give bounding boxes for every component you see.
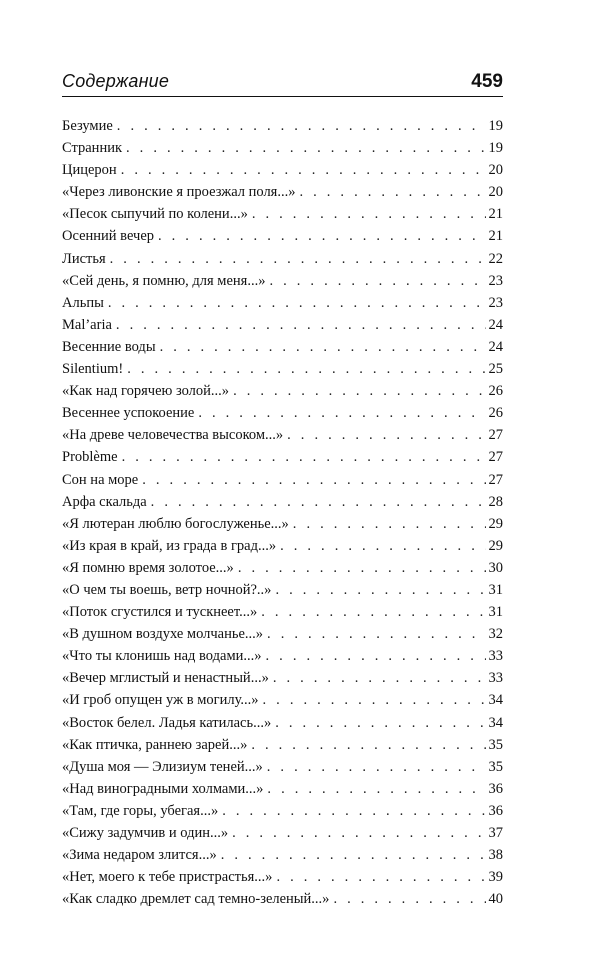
dot-leader bbox=[261, 601, 485, 623]
dot-leader bbox=[198, 402, 485, 424]
toc-entry-page: 31 bbox=[488, 581, 503, 598]
toc-entry-page: 22 bbox=[488, 250, 503, 267]
toc-entry-page: 20 bbox=[488, 162, 503, 179]
toc-entry-page: 33 bbox=[488, 648, 503, 665]
toc-entry bbox=[62, 712, 503, 734]
toc-entry-title: «Песок сыпучий по колени...» bbox=[62, 206, 248, 223]
toc-entry-page: 24 bbox=[488, 316, 503, 333]
toc-entry-page: 28 bbox=[488, 493, 503, 510]
page-number: 459 bbox=[471, 71, 503, 92]
toc-entry-page: 34 bbox=[488, 692, 503, 709]
toc-entry-title: Арфа скальда bbox=[62, 493, 147, 510]
dot-leader bbox=[126, 137, 485, 159]
toc-entry-page: 39 bbox=[488, 869, 503, 886]
toc-entry bbox=[62, 159, 503, 181]
toc-entry-page: 32 bbox=[488, 626, 503, 643]
dot-leader bbox=[151, 491, 486, 513]
toc-entry-page: 31 bbox=[488, 604, 503, 621]
toc-entry-title: «Восток белел. Ладья катилась...» bbox=[62, 714, 272, 731]
toc-entry-title: «Сижу задумчив и один...» bbox=[62, 825, 229, 841]
toc-entry-title: Цицерон bbox=[62, 162, 117, 179]
toc-entry-page: 21 bbox=[488, 206, 503, 223]
toc-entry bbox=[62, 115, 503, 137]
toc-entry bbox=[62, 402, 503, 424]
table-of-contents bbox=[62, 115, 503, 910]
toc-entry bbox=[62, 800, 503, 822]
toc-entry-title: «Как над горячею золой...» bbox=[62, 383, 230, 400]
dot-leader bbox=[280, 535, 485, 557]
toc-entry bbox=[62, 734, 503, 756]
dot-leader bbox=[273, 667, 486, 689]
toc-entry-page: 29 bbox=[488, 515, 503, 532]
toc-entry bbox=[62, 645, 503, 667]
dot-leader bbox=[221, 844, 486, 866]
toc-entry-title: Безумие bbox=[62, 118, 113, 134]
dot-leader bbox=[287, 424, 485, 446]
toc-entry bbox=[62, 424, 503, 446]
toc-entry-title: Problème bbox=[62, 449, 118, 466]
section-title: Содержание bbox=[62, 71, 170, 91]
toc-entry-page: 34 bbox=[488, 714, 503, 731]
dot-leader bbox=[269, 270, 485, 292]
toc-entry-title: «И гроб опущен уж в могилу...» bbox=[62, 692, 259, 709]
dot-leader bbox=[238, 557, 486, 579]
toc-entry-title: Осенний вечер bbox=[62, 228, 154, 245]
toc-entry-page: 35 bbox=[488, 736, 503, 753]
toc-entry bbox=[62, 314, 503, 336]
toc-entry-title: Альпы bbox=[62, 294, 104, 311]
dot-leader bbox=[263, 689, 486, 711]
toc-entry bbox=[62, 535, 503, 557]
toc-entry-page: 36 bbox=[488, 802, 503, 819]
toc-entry-title: Сон на море bbox=[62, 471, 139, 488]
toc-entry bbox=[62, 380, 503, 402]
toc-entry-page: 35 bbox=[488, 758, 503, 775]
dot-leader bbox=[233, 380, 485, 402]
dot-leader bbox=[267, 756, 486, 778]
toc-entry bbox=[62, 181, 503, 203]
toc-entry bbox=[62, 469, 503, 491]
toc-entry-title: «Поток сгустился и тускнеет...» bbox=[62, 604, 258, 621]
toc-entry-title: Весеннее успокоение bbox=[62, 405, 195, 422]
toc-entry-page: 26 bbox=[488, 405, 503, 422]
dot-leader bbox=[142, 469, 485, 491]
toc-entry bbox=[62, 446, 503, 468]
toc-entry-page: 19 bbox=[488, 140, 503, 157]
toc-entry-title: Листья bbox=[62, 250, 106, 267]
toc-entry-title: «Как сладко дремлет сад темно-зеленый...» bbox=[62, 891, 330, 908]
toc-entry-page: 23 bbox=[488, 294, 503, 311]
dot-leader bbox=[158, 225, 486, 247]
toc-entry-title: «Нет, моего к тебе пристрастья...» bbox=[62, 869, 273, 886]
dot-leader bbox=[267, 623, 485, 645]
toc-entry-title: «Что ты клонишь над водами...» bbox=[62, 648, 262, 665]
running-header bbox=[62, 66, 503, 97]
toc-entry bbox=[62, 888, 503, 910]
toc-entry-page: 38 bbox=[488, 847, 503, 864]
toc-entry-page: 25 bbox=[488, 361, 503, 378]
dot-leader bbox=[276, 866, 485, 888]
toc-entry-title: «Вечер мглистый и ненастный...» bbox=[62, 670, 269, 687]
toc-entry-page: 29 bbox=[488, 537, 503, 554]
dot-leader bbox=[299, 181, 485, 203]
toc-entry-title: «Над виноградными холмами...» bbox=[62, 780, 264, 797]
toc-entry-page: 23 bbox=[488, 272, 503, 289]
toc-entry bbox=[62, 667, 503, 689]
toc-entry-title: Silentium! bbox=[62, 361, 124, 378]
toc-entry-page: 36 bbox=[488, 780, 503, 797]
toc-entry bbox=[62, 336, 503, 358]
toc-entry bbox=[62, 491, 503, 513]
toc-entry-page: 27 bbox=[488, 427, 503, 444]
toc-entry bbox=[62, 137, 503, 159]
toc-entry bbox=[62, 203, 503, 225]
toc-entry bbox=[62, 292, 503, 314]
dot-leader bbox=[127, 358, 485, 380]
dot-leader bbox=[222, 800, 485, 822]
dot-leader bbox=[251, 734, 485, 756]
dot-leader bbox=[108, 292, 486, 314]
toc-entry-page: 27 bbox=[488, 449, 503, 466]
toc-entry bbox=[62, 270, 503, 292]
toc-entry-title: «На древе человечества высоком...» bbox=[62, 427, 284, 444]
toc-entry bbox=[62, 623, 503, 645]
dot-leader bbox=[266, 645, 486, 667]
toc-entry-title: «В душном воздухе молчанье...» bbox=[62, 626, 264, 643]
toc-entry-title: «Там, где горы, убегая...» bbox=[62, 802, 219, 819]
toc-entry bbox=[62, 225, 503, 247]
dot-leader bbox=[275, 712, 485, 734]
toc-entry-title: «О чем ты воешь, ветр ночной?..» bbox=[62, 581, 272, 598]
toc-entry-title: «Через ливонские я проезжал поля...» bbox=[62, 184, 296, 201]
toc-entry bbox=[62, 822, 503, 844]
toc-entry bbox=[62, 513, 503, 535]
dot-leader bbox=[275, 579, 485, 601]
toc-entry bbox=[62, 756, 503, 778]
dot-leader bbox=[252, 203, 486, 225]
toc-entry-title: «Как птичка, раннею зарей...» bbox=[62, 736, 248, 753]
dot-leader bbox=[117, 115, 486, 137]
toc-entry-page: 37 bbox=[488, 825, 503, 841]
toc-entry bbox=[62, 579, 503, 601]
toc-entry-title: «Я помню время золотое...» bbox=[62, 559, 234, 576]
dot-leader bbox=[160, 336, 486, 358]
dot-leader bbox=[122, 446, 486, 468]
toc-entry bbox=[62, 689, 503, 711]
toc-entry-title: «Сей день, я помню, для меня...» bbox=[62, 272, 266, 289]
toc-entry-page: 33 bbox=[488, 670, 503, 687]
toc-entry-page: 19 bbox=[488, 118, 503, 134]
toc-entry-page: 20 bbox=[488, 184, 503, 201]
toc-entry bbox=[62, 866, 503, 888]
dot-leader bbox=[116, 314, 486, 336]
toc-entry-page: 21 bbox=[488, 228, 503, 245]
toc-entry-title: Весенние воды bbox=[62, 338, 156, 355]
toc-entry bbox=[62, 248, 503, 270]
toc-entry-title: Странник bbox=[62, 140, 123, 157]
dot-leader bbox=[232, 822, 485, 844]
toc-entry-title: «Зима недаром злится...» bbox=[62, 847, 217, 864]
toc-entry-page: 27 bbox=[488, 471, 503, 488]
dot-leader bbox=[333, 888, 485, 910]
dot-leader bbox=[293, 513, 486, 535]
toc-entry bbox=[62, 601, 503, 623]
toc-entry-page: 26 bbox=[488, 383, 503, 400]
toc-entry-title: «Из края в край, из града в град...» bbox=[62, 537, 277, 554]
toc-entry bbox=[62, 358, 503, 380]
toc-entry-title: Mal’aria bbox=[62, 316, 112, 333]
toc-entry bbox=[62, 778, 503, 800]
dot-leader bbox=[110, 248, 486, 270]
toc-entry-title: «Душа моя — Элизиум теней...» bbox=[62, 758, 263, 775]
dot-leader bbox=[267, 778, 485, 800]
toc-entry-title: «Я лютеран люблю богослуженье...» bbox=[62, 515, 289, 532]
toc-entry bbox=[62, 844, 503, 866]
toc-entry-page: 24 bbox=[488, 338, 503, 355]
dot-leader bbox=[121, 159, 486, 181]
toc-entry-page: 30 bbox=[488, 559, 503, 576]
toc-entry-page: 40 bbox=[488, 891, 503, 908]
toc-entry bbox=[62, 557, 503, 579]
